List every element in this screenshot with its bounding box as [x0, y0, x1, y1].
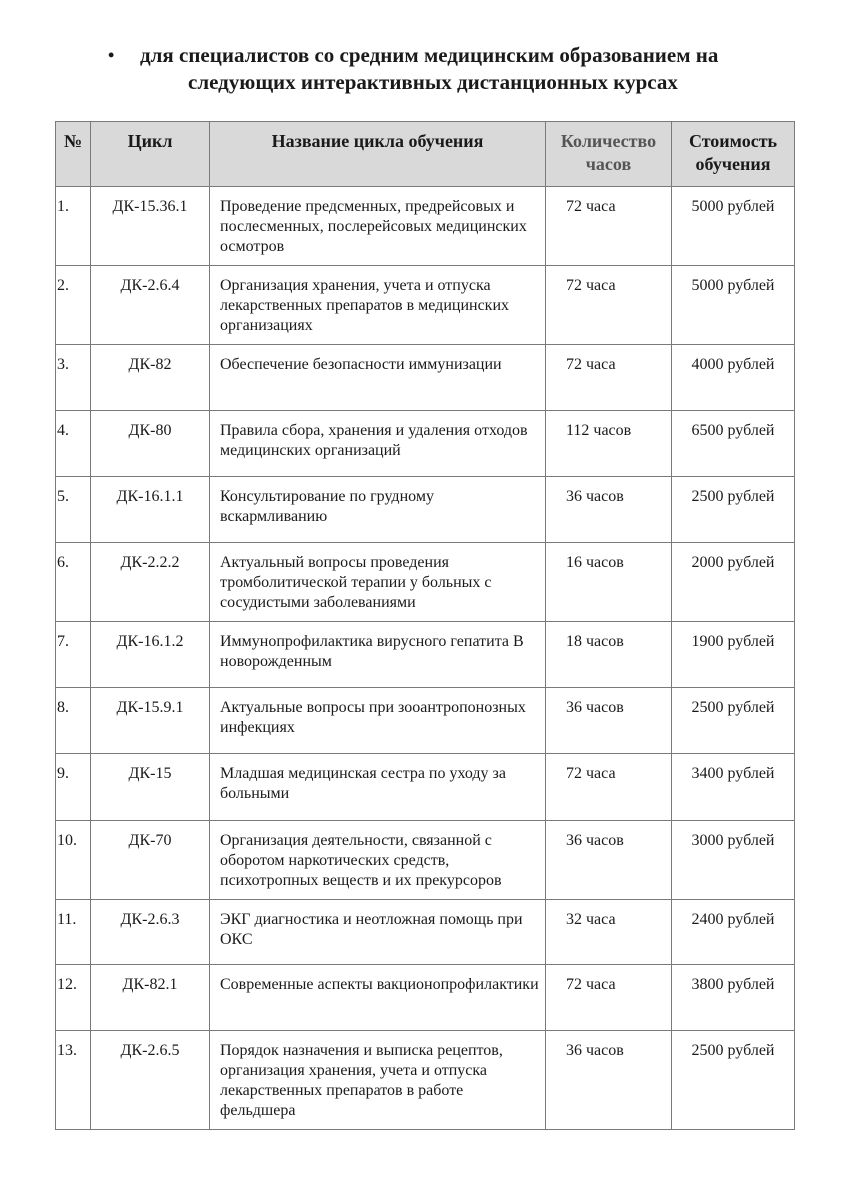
row-cycle-code: ДК-2.6.3 [91, 900, 210, 965]
row-number: 4. [56, 411, 91, 477]
row-number: 12. [56, 965, 91, 1031]
row-cycle-code: ДК-15.36.1 [91, 187, 210, 266]
row-course-name: Проведение предсменных, предрейсовых и послесменных, послерейсовых медицинских осмотров [210, 187, 546, 266]
heading-line-1: для специалистов со средним медицинским образованием на [140, 43, 719, 67]
row-course-name: Консультирование по грудному вскармливанию [210, 477, 546, 543]
row-hours: 36 часов [546, 821, 672, 900]
row-cycle-code: ДК-2.2.2 [91, 543, 210, 622]
table-header-row [56, 122, 795, 187]
row-course-name: Организация деятельности, связанной с оборотом наркотических средств, психотропных веществ и их прекурсоров [210, 821, 546, 900]
table-row [56, 622, 795, 688]
row-price: 2500 рублей [672, 1031, 795, 1130]
row-price: 3000 рублей [672, 821, 795, 900]
row-number: 3. [56, 345, 91, 411]
row-cycle-code: ДК-2.6.4 [91, 266, 210, 345]
row-hours: 72 часа [546, 345, 672, 411]
row-course-name: Правила сбора, хранения и удаления отходов медицинских организаций [210, 411, 546, 477]
row-hours: 72 часа [546, 266, 672, 345]
header-hours: Количество часов [546, 122, 672, 187]
row-course-name: Актуальные вопросы при зооантропонозных инфекциях [210, 688, 546, 754]
row-hours: 36 часов [546, 1031, 672, 1130]
header-course-name: Название цикла обучения [210, 122, 546, 187]
heading-line-2: следующих интерактивных дистанционных курсах [188, 70, 678, 94]
row-number: 5. [56, 477, 91, 543]
row-cycle-code: ДК-16.1.1 [91, 477, 210, 543]
row-number: 13. [56, 1031, 91, 1130]
row-price: 6500 рублей [672, 411, 795, 477]
table-row [56, 345, 795, 411]
table-row [56, 477, 795, 543]
row-hours: 18 часов [546, 622, 672, 688]
row-price: 2500 рублей [672, 688, 795, 754]
row-cycle-code: ДК-82 [91, 345, 210, 411]
row-course-name: Актуальный вопросы проведения тромболитической терапии у больных с сосудистыми заболеваниями [210, 543, 546, 622]
courses-table [55, 121, 795, 1130]
table-row [56, 187, 795, 266]
row-course-name: ЭКГ диагностика и неотложная помощь при ОКС [210, 900, 546, 965]
row-course-name: Порядок назначения и выписка рецептов, организация хранения, учета и отпуска лекарственных препаратов в работе фельдшера [210, 1031, 546, 1130]
row-course-name: Организация хранения, учета и отпуска лекарственных препаратов в медицинских организациях [210, 266, 546, 345]
table-row [56, 266, 795, 345]
row-number: 9. [56, 754, 91, 821]
table-row [56, 965, 795, 1031]
row-number: 10. [56, 821, 91, 900]
row-price: 2500 рублей [672, 477, 795, 543]
row-price: 5000 рублей [672, 266, 795, 345]
row-hours: 16 часов [546, 543, 672, 622]
header-number: № [56, 122, 91, 187]
table-row [56, 754, 795, 821]
row-course-name: Младшая медицинская сестра по уходу за больными [210, 754, 546, 821]
row-hours: 36 часов [546, 688, 672, 754]
table-row [56, 821, 795, 900]
row-hours: 72 часа [546, 965, 672, 1031]
row-price: 3800 рублей [672, 965, 795, 1031]
row-cycle-code: ДК-15.9.1 [91, 688, 210, 754]
row-hours: 72 часа [546, 754, 672, 821]
bullet-icon: • [108, 45, 115, 65]
row-hours: 112 часов [546, 411, 672, 477]
table-row [56, 688, 795, 754]
row-price: 3400 рублей [672, 754, 795, 821]
row-price: 2400 рублей [672, 900, 795, 965]
row-cycle-code: ДК-70 [91, 821, 210, 900]
row-course-name: Современные аспекты вакционопрофилактики [210, 965, 546, 1031]
row-cycle-code: ДК-16.1.2 [91, 622, 210, 688]
table-row [56, 900, 795, 965]
row-number: 1. [56, 187, 91, 266]
table-row [56, 1031, 795, 1130]
row-price: 4000 рублей [672, 345, 795, 411]
row-course-name: Иммунопрофилактика вирусного гепатита В новорожденным [210, 622, 546, 688]
table-row [56, 411, 795, 477]
row-number: 7. [56, 622, 91, 688]
row-cycle-code: ДК-15 [91, 754, 210, 821]
row-cycle-code: ДК-80 [91, 411, 210, 477]
header-price: Стоимость обучения [672, 122, 795, 187]
row-course-name: Обеспечение безопасности иммунизации [210, 345, 546, 411]
row-hours: 32 часа [546, 900, 672, 965]
table-row [56, 543, 795, 622]
row-cycle-code: ДК-82.1 [91, 965, 210, 1031]
row-price: 1900 рублей [672, 622, 795, 688]
row-number: 2. [56, 266, 91, 345]
row-number: 8. [56, 688, 91, 754]
row-hours: 36 часов [546, 477, 672, 543]
row-number: 11. [56, 900, 91, 965]
row-cycle-code: ДК-2.6.5 [91, 1031, 210, 1130]
row-price: 2000 рублей [672, 543, 795, 622]
row-hours: 72 часа [546, 187, 672, 266]
row-number: 6. [56, 543, 91, 622]
row-price: 5000 рублей [672, 187, 795, 266]
header-cycle: Цикл [91, 122, 210, 187]
